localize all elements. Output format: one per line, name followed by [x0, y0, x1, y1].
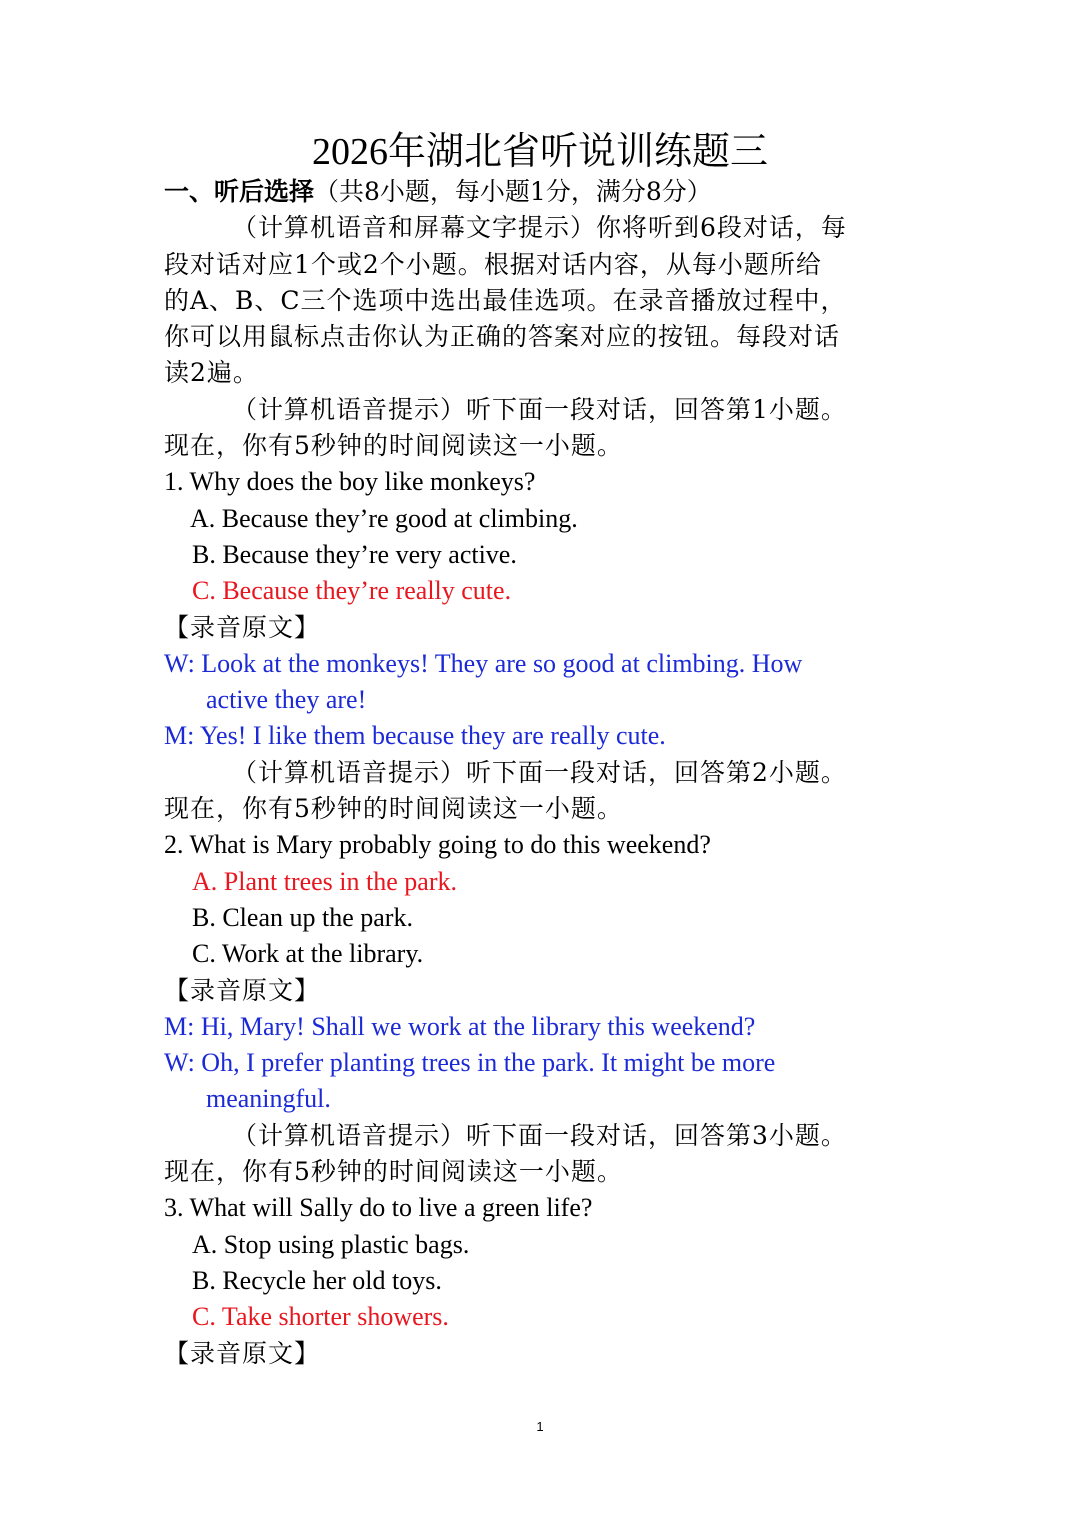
option-a-correct[interactable]: A. Plant trees in the park.: [192, 866, 457, 896]
instruction-line: （计算机语音和屏幕文字提示）你将听到6段对话，每: [232, 213, 847, 243]
question-stem: 3. What will Sally do to live a green life?: [164, 1193, 593, 1223]
instruction-line: 读2遍。: [164, 358, 259, 388]
option-b[interactable]: B. Recycle her old toys.: [192, 1265, 442, 1295]
option-b[interactable]: B. Clean up the park.: [192, 902, 413, 932]
option-c-correct[interactable]: C. Because they’re really cute.: [192, 576, 512, 606]
option-a[interactable]: A. Stop using plastic bags.: [192, 1229, 470, 1259]
question-prompt: 现在，你有5秒钟的时间阅读这一小题。: [164, 794, 623, 824]
question-prompt: （计算机语音提示）听下面一段对话，回答第2小题。: [232, 757, 847, 787]
transcript-line: M: Hi, Mary! Shall we work at the library this weekend?: [164, 1011, 756, 1041]
section-heading-note: （共8小题，每小题1分，满分8分）: [314, 177, 712, 206]
transcript-label: 【录音原文】: [164, 975, 321, 1005]
option-b[interactable]: B. Because they’re very active.: [192, 539, 517, 569]
instruction-line: 你可以用鼠标点击你认为正确的答案对应的按钮。每段对话: [164, 322, 841, 352]
page-number: 1: [536, 1419, 544, 1434]
question-stem: 1. Why does the boy like monkeys?: [164, 467, 536, 497]
section-heading-label: 一、听后选择: [164, 177, 315, 206]
option-c[interactable]: C. Work at the library.: [192, 939, 424, 969]
document-title: 2026年湖北省听说训练题三: [311, 131, 768, 173]
transcript-line: W: Oh, I prefer planting trees in the park. It might be more: [164, 1048, 776, 1078]
transcript-line: W: Look at the monkeys! They are so good at climbing. How: [164, 648, 803, 678]
document-body: [164, 174, 924, 1372]
instruction-line: 段对话对应1个或2个小题。根据对话内容，从每小题所给: [164, 249, 822, 279]
transcript-line: M: Yes! I like them because they are really cute.: [164, 721, 666, 751]
section-heading: [164, 174, 924, 210]
instruction-line: 的A、B、C三个选项中选出最佳选项。在录音播放过程中，: [164, 285, 847, 315]
transcript-line: active they are!: [206, 685, 367, 715]
transcript-label: 【录音原文】: [164, 612, 321, 642]
question-prompt: （计算机语音提示）听下面一段对话，回答第3小题。: [232, 1120, 847, 1150]
question-prompt: （计算机语音提示）听下面一段对话，回答第1小题。: [232, 394, 847, 424]
option-c-correct[interactable]: C. Take shorter showers.: [192, 1302, 449, 1332]
option-a[interactable]: A. Because they’re good at climbing.: [190, 503, 578, 533]
transcript-label: 【录音原文】: [164, 1338, 321, 1368]
question-prompt: 现在，你有5秒钟的时间阅读这一小题。: [164, 431, 623, 461]
question-prompt: 现在，你有5秒钟的时间阅读这一小题。: [164, 1157, 623, 1187]
transcript-line: meaningful.: [206, 1084, 331, 1114]
question-stem: 2. What is Mary probably going to do this weekend?: [164, 830, 711, 860]
